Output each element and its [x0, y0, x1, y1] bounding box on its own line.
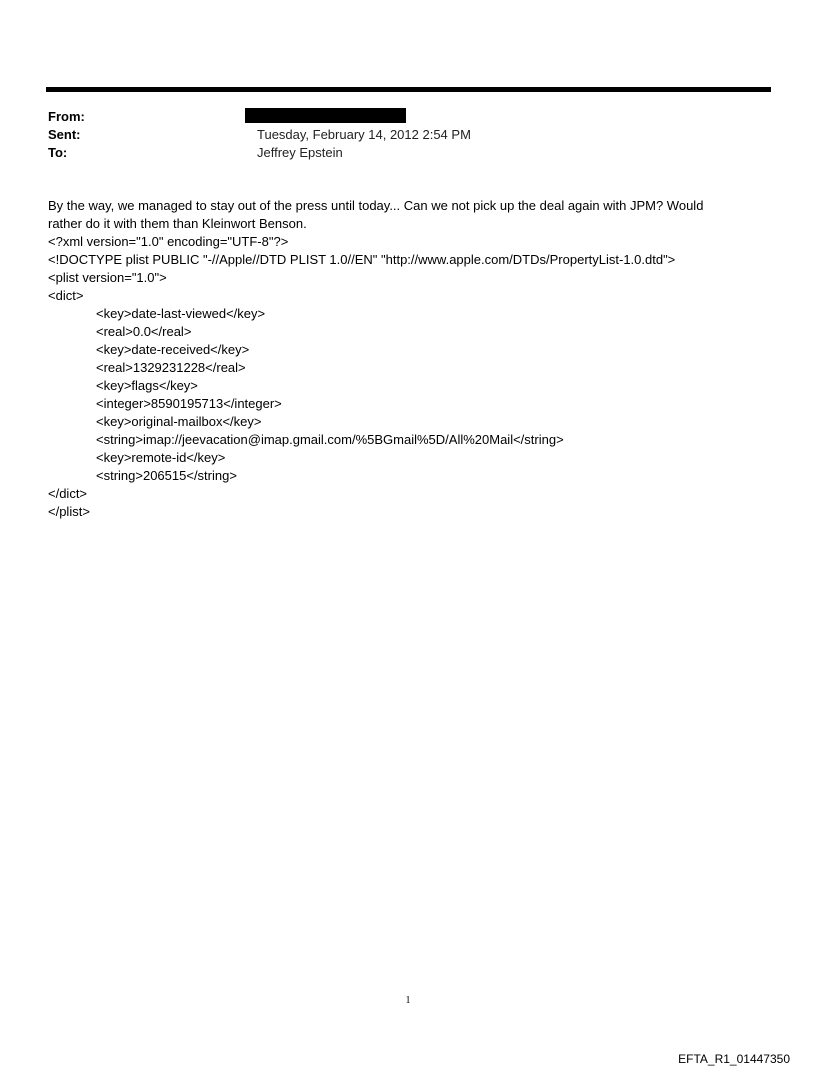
to-value: Jeffrey Epstein [257, 145, 343, 160]
xml-line: <string>206515</string> [96, 468, 237, 483]
sent-label: Sent: [48, 127, 81, 142]
to-row [48, 144, 748, 162]
xml-line: <integer>8590195713</integer> [96, 396, 282, 411]
email-header [48, 108, 748, 162]
page-number: 1 [405, 995, 411, 1006]
xml-line: <key>date-last-viewed</key> [96, 306, 266, 321]
message-line: By the way, we managed to stay out of the press until today... Can we not pick up the deal again with JPM? Would [48, 198, 704, 213]
email-body [48, 197, 768, 521]
xml-line: <key>date-received</key> [96, 342, 250, 357]
xml-line: <real>1329231228</real> [96, 360, 246, 375]
xml-line: </dict> [48, 486, 88, 501]
xml-line: <string>imap://jeevacation@imap.gmail.com/%5BGmail%5D/All%20Mail</string> [96, 432, 564, 447]
xml-line: <key>original-mailbox</key> [96, 414, 262, 429]
document-id: EFTA_R1_01447350 [678, 1052, 790, 1066]
sent-row [48, 126, 748, 144]
xml-line: <?xml version="1.0" encoding="UTF-8"?> [48, 234, 289, 249]
xml-line: <real>0.0</real> [96, 324, 192, 339]
from-label: From: [48, 109, 85, 124]
xml-line: <key>remote-id</key> [96, 450, 226, 465]
xml-line: </plist> [48, 504, 90, 519]
redaction-bar [245, 108, 406, 123]
to-label: To: [48, 145, 68, 160]
xml-line: <dict> [48, 288, 84, 303]
xml-line: <key>flags</key> [96, 378, 198, 393]
sent-value: Tuesday, February 14, 2012 2:54 PM [257, 127, 471, 142]
message-line: rather do it with them than Kleinwort Benson. [48, 216, 307, 231]
xml-line: <!DOCTYPE plist PUBLIC "-//Apple//DTD PLIST 1.0//EN" "http://www.apple.com/DTDs/PropertyList-1.0.dtd"> [48, 252, 676, 267]
header-rule [46, 87, 771, 92]
from-row [48, 108, 748, 126]
xml-line: <plist version="1.0"> [48, 270, 167, 285]
